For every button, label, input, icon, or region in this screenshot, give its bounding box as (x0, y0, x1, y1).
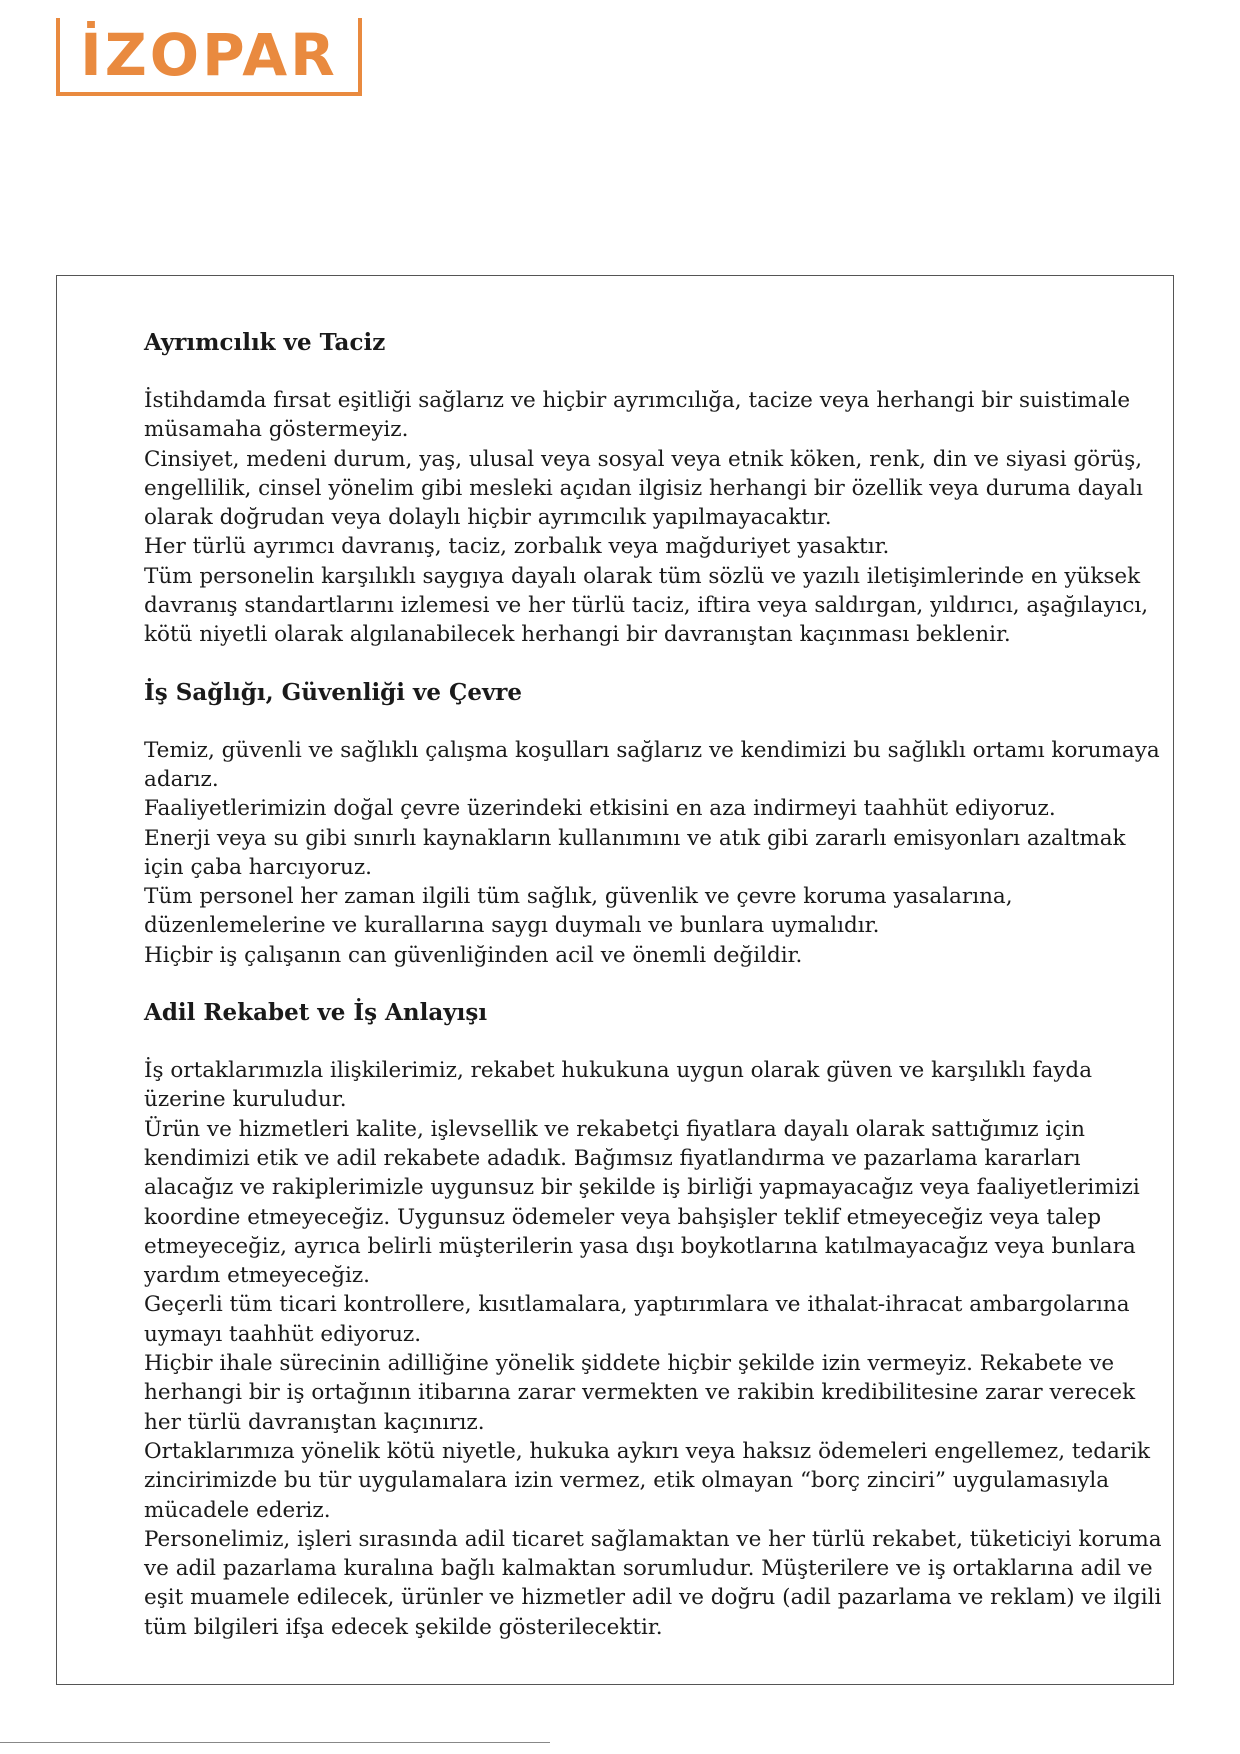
document-body (144, 328, 1162, 1670)
paragraph: Ortaklarımıza yönelik kötü niyetle, hukuka aykırı veya haksız ödemeleri engellemez, tedarik zincirimizde bu tür uygulamalara izin vermez, etik olmayan “borç zinciri” uygulamasıyla mücadele ederiz. (144, 1438, 1150, 1523)
paragraph: Tüm personel her zaman ilgili tüm sağlık, güvenlik ve çevre koruma yasalarına, düzenlemelerine ve kurallarına saygı duymalı ve bunlara uymalıdır. (144, 884, 1013, 939)
paragraph: Ürün ve hizmetleri kalite, işlevsellik ve rekabetçi fiyatlara dayalı olarak sattığımız için kendimizi etik ve adil rekabete adadık. Bağımsız fiyatlandırma ve pazarlama kararları alacağız ve rakiplerimizle uygunsuz bir şekilde iş birliği yapmayacağız veya faaliyetlerimizi koordine etmeyeceğiz. Uygunsuz ödemeler veya bahşişler teklif etmeyeceğiz veya talep etmeyeceğiz, ayrıca belirli müşterilerin yasa dışı boykotlarına katılmayacağız veya bunlara yardım etmeyeceğiz. (144, 1116, 1140, 1289)
logo-text: İZOPAR (80, 21, 338, 89)
section-discrimination (144, 328, 1162, 650)
paragraph: Hiçbir iş çalışanın can güvenliğinden acil ve önemli değildir. (144, 942, 803, 968)
company-logo (56, 18, 362, 96)
paragraph: Temiz, güvenli ve sağlıklı çalışma koşulları sağlarız ve kendimizi bu sağlıklı ortamı korumaya adarız. (144, 737, 1160, 792)
paragraph: Hiçbir ihale sürecinin adilliğine yönelik şiddete hiçbir şekilde izin vermeyiz. Rekabete ve herhangi bir iş ortağının itibarına zarar vermekten ve rakibin kredibilitesine zarar verecek her türlü davranıştan kaçınırız. (144, 1351, 1136, 1435)
section-heading: İş Sağlığı, Güvenliği ve Çevre (144, 678, 523, 706)
paragraph: Geçerli tüm ticari kontrollere, kısıtlamalara, yaptırımlara ve ithalat-ihracat ambargolarına uymayı taahhüt ediyoruz. (144, 1292, 1130, 1347)
section-fair-competition (144, 998, 1162, 1642)
footer-divider (0, 1742, 550, 1743)
paragraph: Personelimiz, işleri sırasında adil ticaret sağlamaktan ve her türlü rekabet, tüketiciyi koruma ve adil pazarlama kuralına bağlı kalmaktan sorumludur. Müşterilere ve iş ortaklarına adil ve eşit muamele edilecek, ürünler ve hizmetler adil ve doğru (adil pazarlama ve reklam) ve ilgili tüm bilgileri ifşa edecek şekilde gösterilecektir. (144, 1526, 1162, 1640)
paragraph: Tüm personelin karşılıklı saygıya dayalı olarak tüm sözlü ve yazılı iletişimlerinde en yüksek davranış standartlarını izlemesi ve her türlü taciz, iftira veya saldırgan, yıldırıcı, aşağılayıcı, kötü niyetli olarak algılanabilecek herhangi bir davranıştan kaçınması beklenir. (144, 563, 1149, 648)
paragraph: Cinsiyet, medeni durum, yaş, ulusal veya sosyal veya etnik köken, renk, din ve siyasi görüş, engellilik, cinsel yönelim gibi mesleki açıdan ilgisiz herhangi bir özellik veya duruma dayalı olarak doğrudan veya dolaylı hiçbir ayrımcılık yapılmayacaktır. (144, 446, 1143, 531)
section-heading: Ayrımcılık ve Taciz (144, 329, 386, 356)
paragraph: Faaliyetlerimizin doğal çevre üzerindeki etkisini en aza indirmeyi taahhüt ediyoruz. (144, 796, 1056, 822)
paragraph: İş ortaklarımızla ilişkilerimiz, rekabet hukukuna uygun olarak güven ve karşılıklı fayda üzerine kuruludur. (144, 1058, 1093, 1113)
section-health-safety (144, 678, 1162, 970)
paragraph: Enerji veya su gibi sınırlı kaynakların kullanımını ve atık gibi zararlı emisyonları azaltmak için çaba harcıyoruz. (144, 825, 1126, 880)
section-heading: Adil Rekabet ve İş Anlayışı (144, 999, 488, 1027)
paragraph: Her türlü ayrımcı davranış, taciz, zorbalık veya mağduriyet yasaktır. (144, 534, 890, 560)
paragraph: İstihdamda fırsat eşitliği sağlarız ve hiçbir ayrımcılığa, tacize veya herhangi bir suistimale müsamaha göstermeyiz. (144, 388, 1131, 443)
